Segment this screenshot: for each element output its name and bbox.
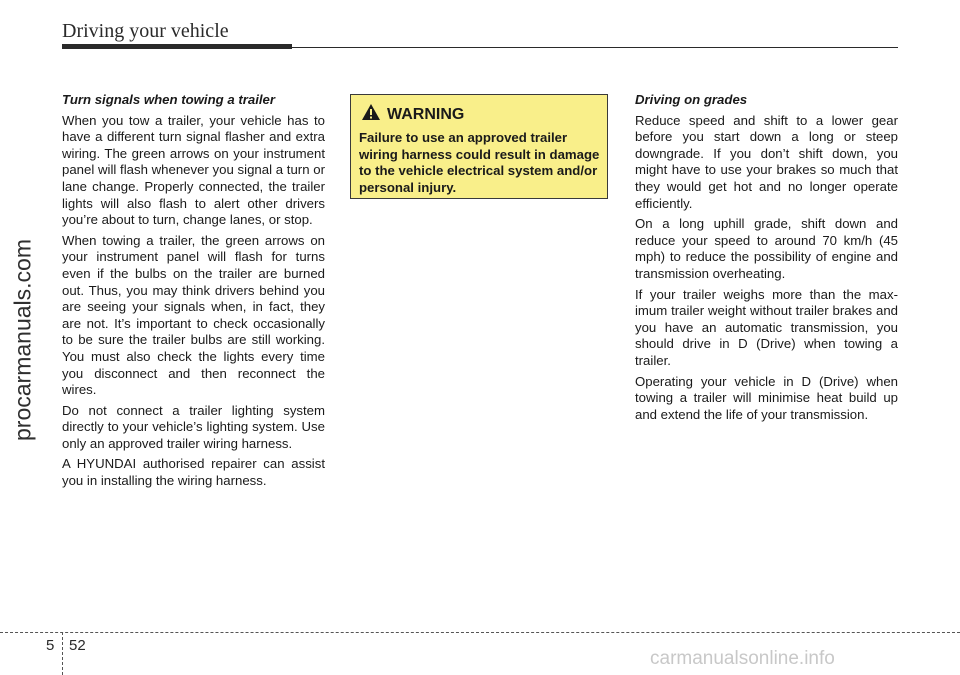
- paragraph: Operating your vehicle in D (Drive) when towing a trailer will minimise heat build up and extend the life of your transmission.: [635, 373, 898, 422]
- paragraph: Do not connect a trailer lighting system directly to your vehicle’s lighting system. Use only an approved trailer wiring harness.: [62, 402, 325, 451]
- warning-triangle-icon: [361, 103, 381, 126]
- paragraph: If your trailer weighs more than the maximum trailer weight without trailer brakes and you have an automatic transmission, you should drive in D (Drive) when towing a trailer.: [635, 286, 898, 368]
- right-column: [635, 92, 898, 427]
- turn-signals-heading: Turn signals when towing a trailer: [62, 92, 275, 107]
- header-rule-thick: [62, 44, 292, 49]
- left-column: [62, 92, 325, 494]
- side-watermark-text: procarmanuals.com: [9, 239, 36, 441]
- side-watermark: [8, 190, 38, 490]
- paragraph: Reduce speed and shift to a lower gear before you start down a long or steep downgrade. If you don’t shift down, you might have to use your brakes so much that they would get hot and no longer operate efficiently.: [635, 112, 898, 211]
- paragraph: When you tow a trailer, your vehicle has to have a different turn signal flasher and extra wiring. The green arrows on your instrument panel will flash whenever you signal a turn or lane change. Properly connected, the trailer lights will also flash to alert other drivers you’re about to turn, change lanes, or stop.: [62, 112, 325, 228]
- chapter-number: 5: [46, 637, 55, 654]
- warning-header: [361, 103, 601, 126]
- warning-title: WARNING: [387, 105, 465, 123]
- warning-box: [350, 94, 608, 199]
- driving-on-grades-heading: Driving on grades: [635, 92, 748, 107]
- paragraph: On a long uphill grade, shift down and reduce your speed to around 70 km/h (45 mph) to reduce the possibility of engine and transmission overheating.: [635, 216, 898, 281]
- paragraph: A HYUNDAI authorised repairer can assist you in installing the wiring harness.: [62, 456, 325, 489]
- warning-text: Failure to use an approved trailer wiring harness could result in damage to the vehicle electrical system and/or personal injury.: [359, 130, 600, 195]
- footer-divider: [62, 632, 63, 675]
- page-number: 52: [69, 637, 86, 654]
- footer-rule: [0, 632, 960, 633]
- section-title: Driving your vehicle: [62, 20, 229, 42]
- header-rule-thin: [292, 47, 898, 48]
- bottom-watermark: carmanualsonline.info: [650, 648, 835, 669]
- paragraph: When towing a trailer, the green arrows on your instrument panel will flash for turns even if the bulbs on the trailer are burned out. Thus, you may think drivers behind you are seeing your signals when, in fact, they are not. It’s important to check occasionally to be sure the trailer bulbs are still working. You must also check the lights every time you disconnect and then reconnect the wires.: [62, 232, 325, 398]
